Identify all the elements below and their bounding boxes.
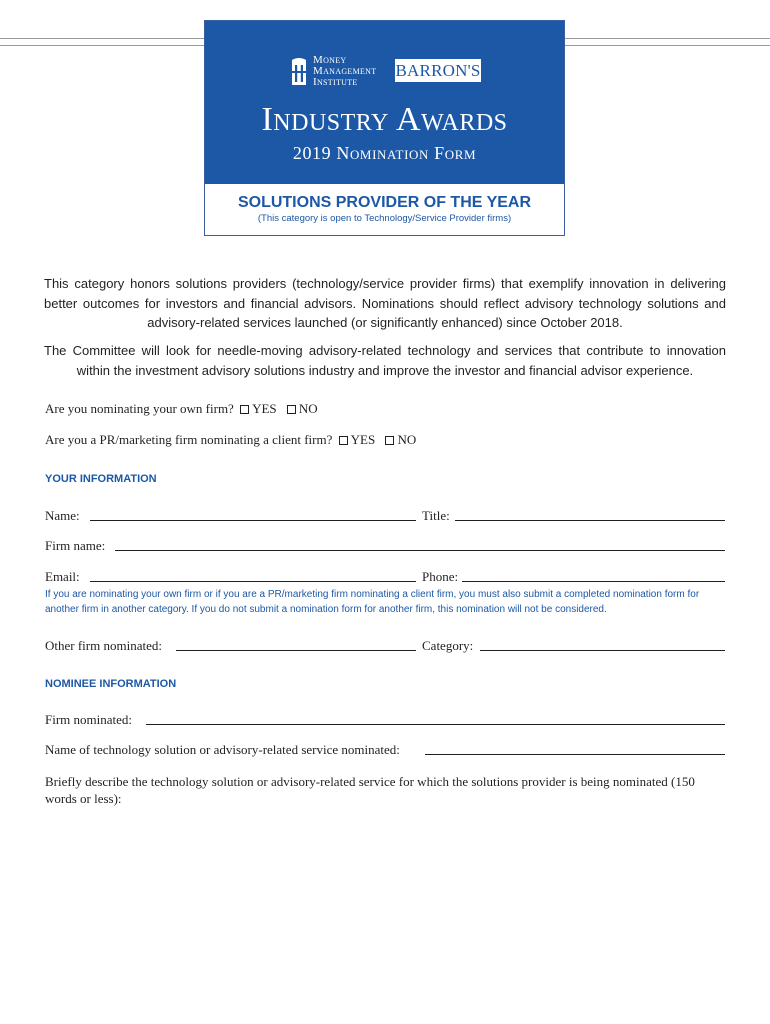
question-own-firm [45,401,318,417]
question-pr-firm-label: Are you a PR/marketing firm nominating a client firm? [45,432,333,447]
no-label: NO [298,401,318,416]
own-firm-yes-checkbox[interactable] [240,405,249,414]
title-field[interactable] [455,520,725,521]
phone-label: Phone: [422,569,459,584]
other-firm-label: Other firm nominated: [45,638,162,653]
yes-label: YES [350,432,376,447]
mmi-line-2: Management [313,65,377,77]
header-banner [204,20,565,236]
no-label: NO [397,432,417,447]
intro-paragraph-1: This category honors solutions providers (technology/service provider firms) that exemplify innovation in delivering better outcomes for investors and financial advisors. Nominations should reflect advisory technology solutions and advisory-related services launched (or significantly enhanced) since October 2018. [44,276,726,330]
nominee-information-heading: NOMINEE INFORMATION [45,678,177,690]
category-title: SOLUTIONS PROVIDER OF THE YEAR [237,194,532,211]
other-firm-requirement-note: If you are nominating your own firm or if you are a PR/marketing firm nominating a client firm, you must also submit a completed nomination form for another firm in another category. If you do not submit a nomination form for another firm, this nomination will not be considered. [45,589,700,615]
top-rule-left-1 [0,38,204,39]
your-information-heading: YOUR INFORMATION [45,473,157,485]
mmi-wordmark [313,55,376,88]
pr-firm-yes-checkbox[interactable] [339,436,348,445]
question-own-firm-label: Are you nominating your own firm? [45,401,234,416]
phone-field[interactable] [462,581,725,582]
email-label: Email: [45,569,80,584]
describe-solution-prompt: Briefly describe the technology solution or advisory-related service for which the solutions provider is being nominated (150 words or less): [45,774,695,806]
awards-subtitle: 2019 Nomination Form [292,143,477,163]
mmi-line-3: Institute [313,76,358,88]
banner-blue-panel [205,21,564,184]
other-firm-field[interactable] [176,650,416,651]
name-label: Name: [45,508,80,523]
barrons-logo: BARRON'S [395,61,481,80]
category-label: Category: [422,638,474,653]
mmi-logo-icon [289,57,309,87]
category-note: (This category is open to Technology/Service Provider firms) [257,213,512,224]
yes-label: YES [252,401,277,416]
top-rule-left-2 [0,45,204,46]
intro-paragraph-2: The Committee will look for needle-moving advisory-related technology and services that contribute to innovation within the investment advisory solutions industry and improve the investor and financial advisor experience. [44,343,726,378]
name-field[interactable] [90,520,416,521]
category-field[interactable] [480,650,725,651]
firm-nominated-label: Firm nominated: [45,712,133,727]
top-rule-right-1 [565,38,770,39]
firm-name-field[interactable] [115,550,725,551]
firm-name-label: Firm name: [45,538,106,553]
describe-solution-area[interactable] [45,815,729,1010]
awards-title: Industry Awards [261,101,508,138]
own-firm-no-checkbox[interactable] [287,405,296,414]
mmi-line-1: Money [313,54,347,66]
solution-name-label: Name of technology solution or advisory-related service nominated: [45,742,400,757]
title-label: Title: [422,508,450,523]
top-rule-right-2 [565,45,770,46]
email-field[interactable] [90,581,416,582]
solution-name-field[interactable] [425,754,725,755]
firm-nominated-field[interactable] [146,724,725,725]
pr-firm-no-checkbox[interactable] [385,436,394,445]
question-pr-firm [45,432,416,448]
